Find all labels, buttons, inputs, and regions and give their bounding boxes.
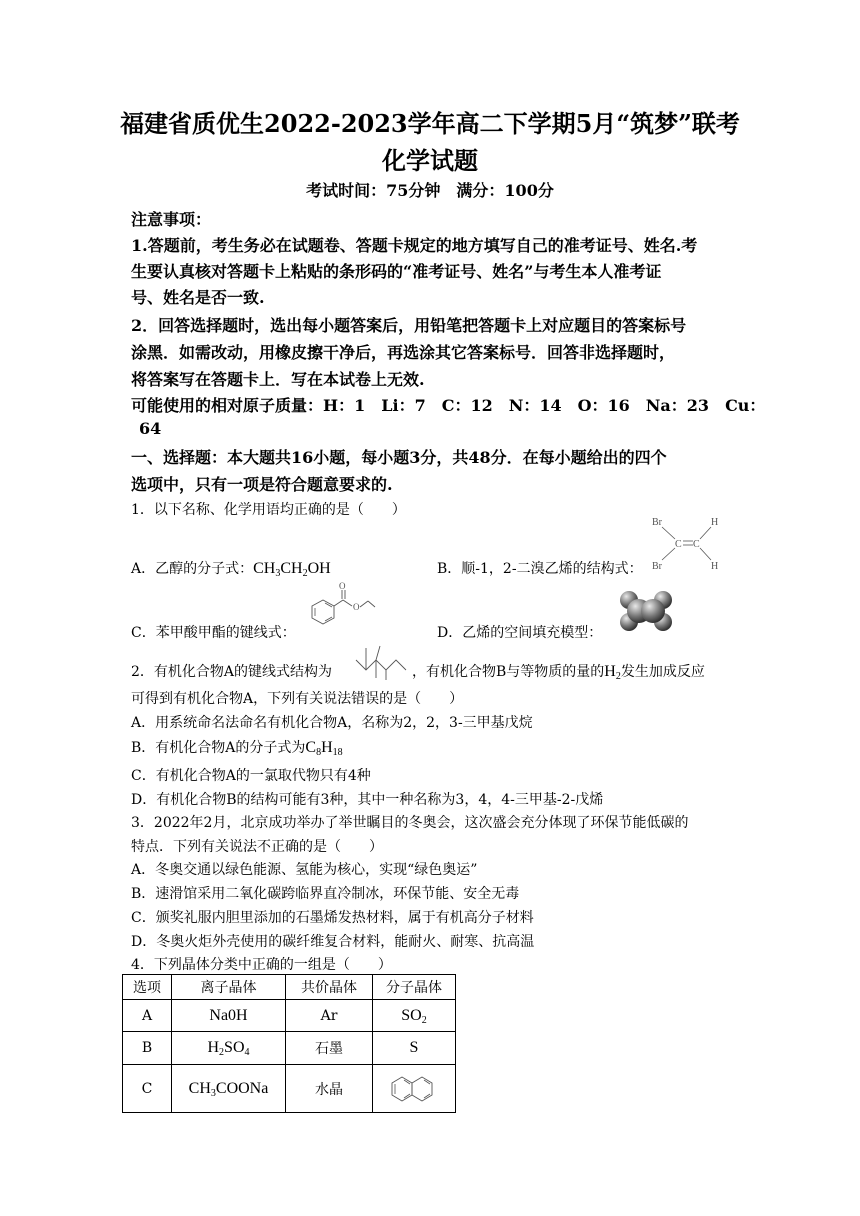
row-b-covalent: 石墨	[286, 1032, 373, 1065]
atom-h-top: H	[711, 517, 719, 528]
row-c-covalent: 水晶	[286, 1065, 373, 1113]
q4-stem: 4．下列晶体分类中正确的一组是（ ）	[131, 957, 392, 973]
row-c-option: C	[123, 1065, 172, 1113]
q3-stem-line-1: 3．2022年2月，北京成功举办了举世瞩目的冬奥会，这次盛会充分体现了环保节能低碳的	[131, 815, 689, 831]
ester-oxygen: O	[353, 602, 360, 612]
compound-a-skeletal	[354, 640, 408, 680]
q3-option-a: A．冬奥交通以绿色能源、氢能为核心，实现“绿色奥运”	[131, 862, 478, 878]
q1-option-d-label: D．乙烯的空间填充模型：	[437, 625, 603, 641]
dibromoethene-structure	[648, 512, 726, 574]
section1-line-2: 选项中，只有一项是符合题意要求的.	[131, 475, 393, 494]
atomic-mass-line-1: 可能使用的相对原子质量：H：1 Li：7 C：12 N：14 O：16 Na：23 Cu：	[131, 396, 766, 415]
note-2-line-1: 2．回答选择题时，选出每小题答案后，用铅笔把答题卡上对应题目的答案标号	[131, 316, 687, 335]
row-b-molecular: S	[373, 1032, 456, 1065]
methyl-benzoate-skeletal	[298, 580, 378, 636]
q2-stem-line-2: 可得到有机化合物A，下列有关说法错误的是（ ）	[131, 691, 464, 707]
atom-c-left: C	[675, 539, 682, 550]
table-row	[123, 1000, 456, 1032]
q3-stem-line-2: 特点．下列有关说法不正确的是（ ）	[131, 839, 383, 855]
q1-option-b-label: B．顺-1，2-二溴乙烯的结构式：	[437, 561, 643, 577]
header-ionic: 离子晶体	[172, 975, 286, 1000]
table-row	[123, 1065, 456, 1113]
row-c-ionic: $CH_3COONa$	[172, 1065, 286, 1113]
q3-option-d: D．冬奥火炬外壳使用的碳纤维复合材料，能耐火、耐寒、抗高温	[131, 934, 535, 950]
h2-formula: $H_2$	[604, 663, 621, 682]
header-molecular: 分子晶体	[373, 975, 456, 1000]
crystal-classification-table	[122, 974, 456, 1113]
exam-info: 考试时间：75分钟 满分：100分	[306, 181, 554, 200]
q2-stem-line-1-b	[412, 661, 705, 681]
q1-option-a	[131, 558, 331, 578]
row-a-covalent: Ar	[286, 1000, 373, 1032]
q2-option-c: C．有机化合物A的一氯取代物只有4种	[131, 768, 371, 784]
q3-option-b: B．速滑馆采用二氧化碳跨临界直冷制冰，环保节能、安全无毒	[131, 886, 520, 902]
q2-stem-line-1-a: 2．有机化合物A的键线式结构为	[131, 664, 333, 680]
q2-stem-c-text: 发生加成反应	[620, 664, 705, 680]
row-a-ionic: Na0H	[172, 1000, 286, 1032]
ethanol-formula: $CH_3CH_2OH$	[253, 560, 331, 579]
note-2-line-3: 将答案写在答题卡上．写在本试卷上无效.	[131, 370, 425, 389]
atom-br-top: Br	[652, 517, 662, 528]
carbonyl-oxygen: O	[339, 581, 346, 591]
q2-option-d: D．有机化合物B的结构可能有3种，其中一种名称为3，4，4-三甲基-2-戊烯	[131, 792, 604, 808]
q2-option-b	[131, 737, 343, 757]
atom-br-bottom: Br	[652, 561, 662, 572]
header-covalent: 共价晶体	[286, 975, 373, 1000]
atom-h-bottom: H	[711, 561, 719, 572]
notes-heading: 注意事项：	[131, 210, 212, 229]
row-c-molecular	[373, 1065, 456, 1113]
table-header-row	[123, 975, 456, 1000]
row-a-option: A	[123, 1000, 172, 1032]
table-row	[123, 1032, 456, 1065]
row-b-ionic: $H_2SO_4$	[172, 1032, 286, 1065]
section1-line-1: 一、选择题：本大题共16小题，每小题3分，共48分．在每小题给出的四个	[131, 448, 667, 467]
q1-option-c-label: C．苯甲酸甲酯的键线式：	[131, 625, 296, 641]
note-1-line-3: 号、姓名是否一致.	[131, 288, 265, 307]
q1-option-a-label: A．乙醇的分子式：	[131, 561, 254, 577]
row-a-molecular: $SO_2$	[373, 1000, 456, 1032]
ethylene-space-filling-model	[617, 588, 675, 634]
naphthalene-structure	[384, 1069, 444, 1109]
note-1-line-1: 1.答题前，考生务必在试题卷、答题卡规定的地方填写自己的准考证号、姓名.考	[131, 236, 698, 255]
header-option: 选项	[123, 975, 172, 1000]
atom-c-right: C	[693, 539, 700, 550]
q2-option-b-label: B．有机化合物A的分子式为	[131, 740, 306, 756]
row-b-option: B	[123, 1032, 172, 1065]
exam-title-line2: 化学试题	[382, 146, 478, 175]
exam-title-line1: 福建省质优生2022-2023学年高二下学期5月“筑梦”联考	[120, 109, 740, 138]
q2-stem-b-text: ，有机化合物B与等物质的量的	[412, 664, 605, 680]
c8h18-formula: $C_8H_{18}$	[305, 739, 343, 758]
q1-stem: 1．以下名称、化学用语均正确的是（ ）	[131, 502, 406, 518]
atomic-mass-line-2: 64	[139, 419, 162, 438]
q2-option-a: A．用系统命名法命名有机化合物A，名称为2，2，3-三甲基戊烷	[131, 715, 533, 731]
note-2-line-2: 涂黑．如需改动，用橡皮擦干净后，再选涂其它答案标号．回答非选择题时，	[131, 343, 676, 362]
note-1-line-2: 生要认真核对答题卡上粘贴的条形码的“准考证号、姓名”与考生本人准考证	[131, 262, 662, 281]
q3-option-c: C．颁奖礼服内胆里添加的石墨烯发热材料，属于有机高分子材料	[131, 910, 534, 926]
